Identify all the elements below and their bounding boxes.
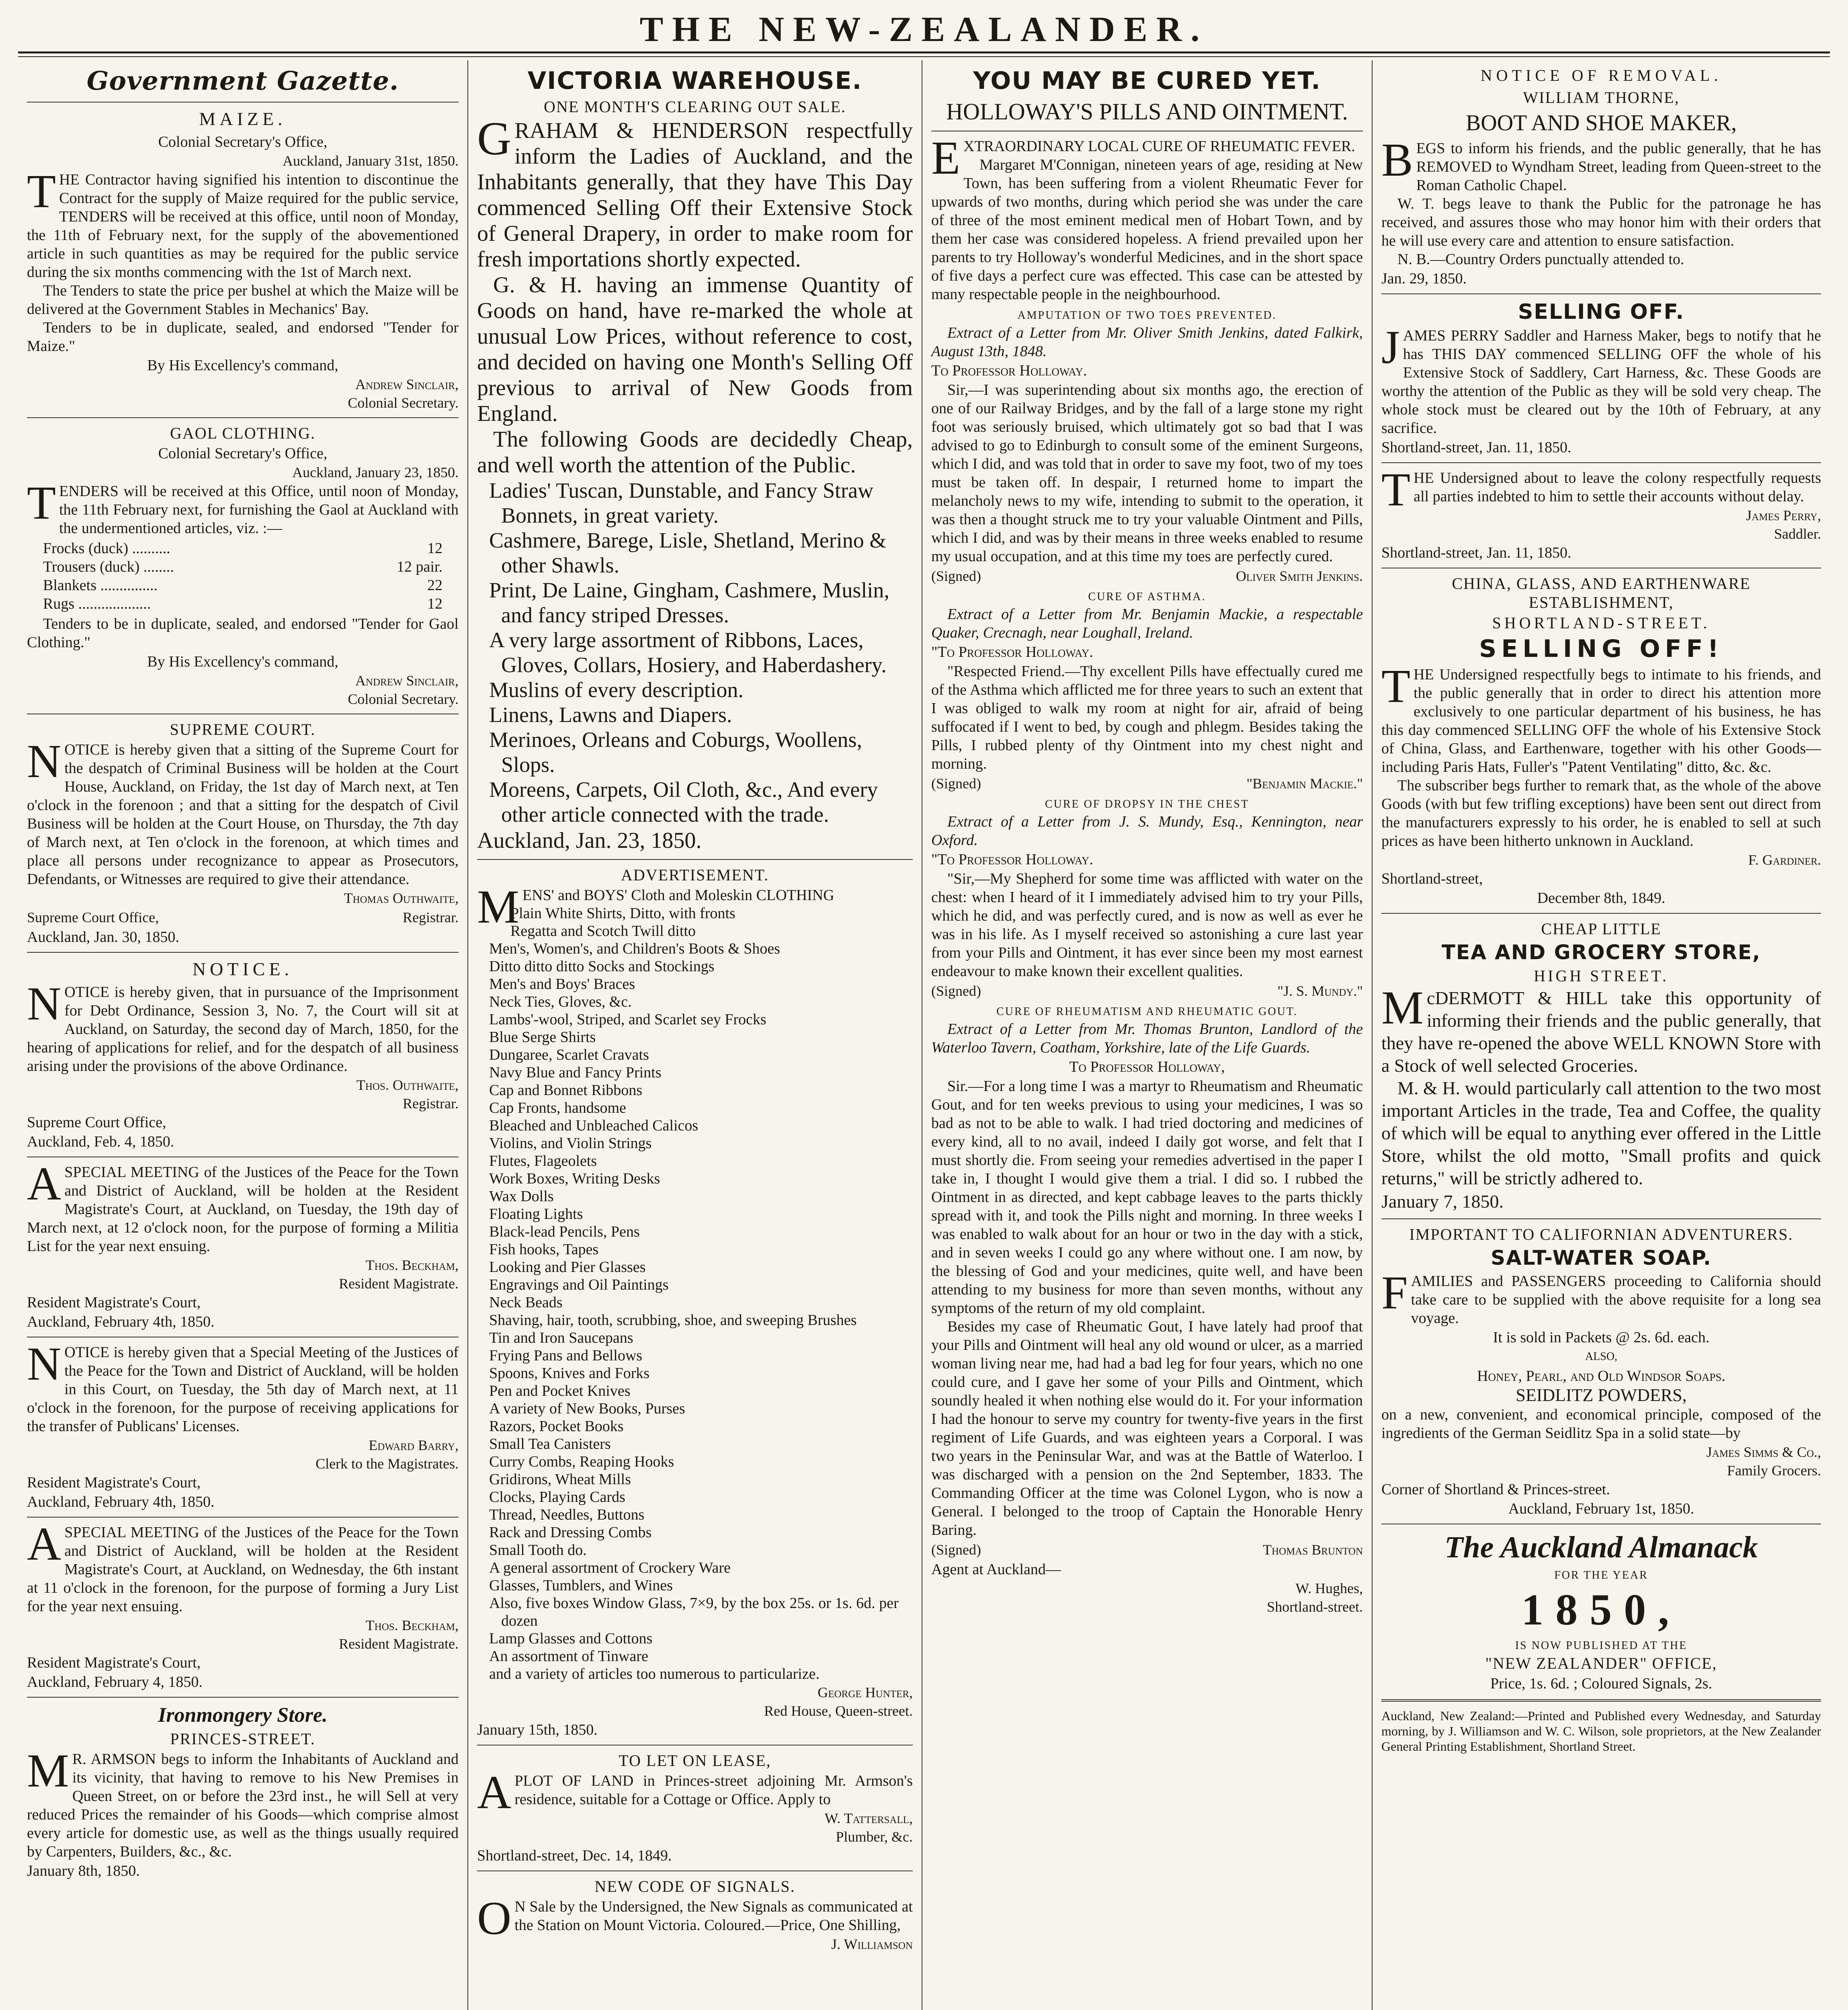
maize-signer: Andrew Sinclair,: [355, 376, 459, 392]
special2-date: Auckland, February 4th, 1850.: [27, 1493, 215, 1510]
advert-item: Tin and Iron Saucepans: [489, 1329, 633, 1346]
gout-to: To Professor Holloway,: [1069, 1058, 1225, 1075]
advert-item: Cap Fronts, handsome: [489, 1099, 626, 1116]
soap-also: ALSO,: [1585, 1350, 1618, 1363]
maize-notice: [27, 108, 459, 412]
item-qty: 12 pair.: [397, 558, 443, 575]
almanac-title: The Auckland Almanack: [1444, 1530, 1758, 1564]
special3-role: Resident Magistrate.: [339, 1636, 459, 1652]
gazette-title: Government Gazette.: [86, 66, 399, 96]
advert-item: Fish hooks, Tapes: [489, 1241, 599, 1258]
selling-signer: James Perry,: [1746, 507, 1821, 523]
victoria-body-3: The following Goods are decidedly Cheap, and well worth the attention of the Public.: [477, 427, 913, 478]
notice-office: Supreme Court Office,: [27, 1114, 166, 1131]
tea-body-2: M. & H. would particularly call attention to the two most important Articles in the trade, Tea and Coffee, the quality of which will be equal to anything ever offered in the Little Store, whilst the old motto, "Small profits and quick returns," will be strictly adhered to.: [1381, 1078, 1821, 1188]
china-heading-2: SELLING OFF!: [1479, 635, 1723, 663]
removal-date: Jan. 29, 1850.: [1381, 270, 1467, 287]
removal-body-2: W. T. begs leave to thank the Public for the patronage he has received, and assures those who may honor him with their orders that he will use every care and attention to ensure satisfaction.: [1381, 195, 1821, 249]
advert-item: Razors, Pocket Books: [489, 1418, 624, 1435]
iron-heading: Ironmongery Store.: [158, 1704, 328, 1727]
special1-date: Auckland, February 4th, 1850.: [27, 1313, 215, 1330]
advert-item: Shaving, hair, tooth, scrubbing, shoe, and sweeping Brushes: [489, 1312, 857, 1329]
columns: [18, 60, 1830, 2010]
selling-date: Shortland-street, Jan. 11, 1850.: [1381, 439, 1571, 456]
gout-body-2: Besides my case of Rheumatic Gout, I have lately had proof that your Pills and Ointment will heal any old wound or ulcer, as a married woman living near me, had had a bad leg for four years, which no one could cure, and I gave her some of your Pills and Ointment, which soundly healed it when nothing else would do it. For your information I had the honour to serve my country for twenty-five years in the first regiment of Life Guards, and was eighteen years a Corporal. I was two years in the Peninsular War, and was at the Battle of Waterloo. I was discharged with a pension on the 2nd September, 1833. The Commanding Officer at the time was Colonel Lygon, who is now a General. I belonged to the troop of Captain the Honorable Henry Baring.: [931, 1318, 1363, 1538]
selling-date-2: Shortland-street, Jan. 11, 1850.: [1381, 544, 1571, 561]
item-name: Frocks (duck) ..........: [43, 540, 170, 557]
asthma-signature: [931, 775, 1363, 792]
divider: [1381, 1699, 1821, 1702]
printer-imprint: Auckland, New Zealand:—Printed and Published every Wednesday, and Saturday morning, by J. Williamson and W. C. Wilson, sole proprietors, at the New Zealander General Printing Establishment, Shortland Street.: [1381, 1708, 1821, 1754]
dropsy-extract: Extract of a Letter from J. S. Mundy, Esq., Kennington, near Oxford.: [931, 813, 1363, 849]
advert-item: Curry Combs, Reaping Hooks: [489, 1453, 674, 1470]
militia-notice: [27, 1157, 459, 1331]
removal-notice: [1381, 66, 1821, 288]
soap-heading-2: SALT-WATER SOAP.: [1491, 1246, 1712, 1270]
advert-item: Also, five boxes Window Glass, 7×9, by the box 25s. or 1s. 6d. per dozen: [489, 1595, 899, 1629]
asthma-signer: "Benjamin Mackie.": [1246, 775, 1363, 792]
dropsy-heading: CURE OF DROPSY IN THE CHEST: [1045, 798, 1250, 810]
lease-body: APLOT OF LAND in Princes-street adjoining Mr. Armson's residence, suitable for a Cottage or Office. Apply to: [477, 1766, 913, 1819]
supreme-body: NOTICE is hereby given that a sitting of the Supreme Court for the despatch of Criminal Business will be holden at the Court House, Auckland, on Friday, the 1st day of March next, at Ten o'clock in the forenoon ; and that a sitting for the despatch of Civil Business will be holden at the Court House, on Thursday, the 7th day of March next, at Ten o'clock in the forenoon, at which times and place all persons under recognizance to appear as Prosecutors, Defendants, or Witnesses are required to give their attendance.: [27, 735, 459, 888]
item-name: Trousers (duck) ........: [43, 558, 174, 575]
lease-role: Plumber, &c.: [836, 1829, 913, 1845]
signals-ad: [477, 1877, 913, 1953]
advert-item: Neck Beads: [489, 1294, 563, 1311]
almanac-pub: IS NOW PUBLISHED AT THE: [1515, 1639, 1688, 1652]
removal-body-3: N. B.—Country Orders punctually attended to.: [1397, 251, 1684, 268]
advert-lead: MENS' and BOYS' Cloth and Moleskin CLOTHING: [477, 880, 834, 933]
victoria-items: [489, 478, 913, 827]
asthma-to: "To Professor Holloway.: [931, 644, 1093, 660]
advert-item: Pen and Pocket Knives: [489, 1382, 631, 1399]
holloway-gout: [931, 1005, 1363, 1616]
amp-signature: [931, 567, 1363, 585]
gaol-item: [43, 539, 443, 558]
gaol-heading: GAOL CLOTHING.: [170, 424, 316, 442]
victoria-item: Print, De Laine, Gingham, Cashmere, Muslin, and fancy striped Dresses.: [489, 578, 889, 627]
dropsy-signed: (Signed): [931, 983, 981, 999]
item-qty: 22: [427, 577, 443, 594]
tea-heading-2: TEA AND GROCERY STORE,: [1441, 941, 1761, 964]
signals-heading: NEW CODE OF SIGNALS.: [594, 1877, 795, 1895]
divider: [1381, 913, 1821, 914]
advert-date: January 15th, 1850.: [477, 1721, 598, 1738]
divider: [27, 952, 459, 953]
masthead: [18, 0, 1830, 60]
holloway-fever: [931, 131, 1363, 304]
advert-item: Navy Blue and Fancy Prints: [489, 1064, 662, 1081]
advert-item: Bleached and Unbleached Calicos: [489, 1117, 699, 1134]
dropsy-to: "To Professor Holloway.: [931, 851, 1093, 868]
victoria-body: GRAHAM & HENDERSON respectfully inform the Ladies of Auckland, and the Inhabitants generally, that they have This Day commenced Selling Off their Extensive Stock of General Drapery, in order to make room for fresh importations shortly expected.: [477, 112, 913, 272]
notice-body: NOTICE is hereby given, that in pursuance of the Imprisonment for Debt Ordinance, Session 3, No. 7, the Court will sit at Auckland, on Saturday, the second day of March, 1850, for the hearing of applications for relief, and for the despatch of all business arising under the provisions of the above Ordinance.: [27, 977, 459, 1075]
advert-item: Small Tooth do.: [489, 1542, 587, 1559]
china-sub: SHORTLAND-STREET.: [1492, 614, 1711, 632]
gaol-item: [43, 558, 443, 576]
tea-heading: CHEAP LITTLE: [1541, 920, 1662, 938]
soap-body-3: Honey, Pearl, and Old Windsor Soaps.: [1477, 1368, 1725, 1384]
advert-item: Men's and Boys' Braces: [489, 976, 635, 993]
china-ad: [1381, 574, 1821, 907]
advert-item: and a variety of articles too numerous to particularize.: [489, 1665, 820, 1682]
item-name: Rugs ...................: [43, 595, 151, 612]
gout-signed: (Signed): [931, 1542, 981, 1558]
china-heading: CHINA, GLASS, AND EARTHENWARE ESTABLISHMENT,: [1452, 574, 1751, 611]
victoria-item: Linens, Lawns and Diapers.: [489, 703, 732, 727]
advert-place: Red House, Queen-street.: [764, 1703, 913, 1719]
gaol-item: [43, 595, 443, 613]
special2-office: Resident Magistrate's Court,: [27, 1474, 201, 1491]
victoria-item: Cashmere, Barege, Lisle, Shetland, Merino & other Shawls.: [489, 528, 887, 577]
jury-notice: [27, 1518, 459, 1691]
almanac-price: Price, 1s. 6d. ; Coloured Signals, 2s.: [1490, 1675, 1713, 1692]
victoria-heading: VICTORIA WAREHOUSE.: [527, 67, 863, 95]
soap-place: Corner of Shortland & Princes-street.: [1381, 1481, 1610, 1498]
column-2: [468, 60, 922, 2010]
iron-body: MR. ARMSON begs to inform the Inhabitants of Auckland and its vicinity, that having to remove to his New Premises in Queen Street, on or before the 23rd inst., he will Sell at very reduced Prices the remainder of his Goods—which comprise almost every article for domestic use, as well as the things usually required by Carpenters, Builders, &c., &c.: [27, 1744, 459, 1860]
holloway-lead: EXTRAORDINARY LOCAL CURE OF RHEUMATIC FEVER.: [931, 131, 1355, 184]
amp-to: To Professor Holloway.: [931, 362, 1087, 379]
special1-role: Resident Magistrate.: [339, 1276, 459, 1292]
signals-signer: J. Williamson: [831, 1936, 913, 1952]
amp-heading: AMPUTATION OF TWO TOES PREVENTED.: [1017, 309, 1277, 322]
victoria-date: Auckland, Jan. 23, 1850.: [477, 828, 702, 853]
divider: [1381, 293, 1821, 294]
special2-role: Clerk to the Magistrates.: [316, 1456, 459, 1472]
signals-body: ON Sale by the Undersigned, the New Signals as communicated at the Station on Mount Victoria. Coloured.—Price, One Shilling,: [477, 1892, 913, 1944]
holloway-amputation: [931, 309, 1363, 585]
holloway-heading: YOU MAY BE CURED YET.: [973, 67, 1321, 95]
divider: [1381, 1218, 1821, 1219]
victoria-warehouse-ad: [477, 67, 913, 853]
gout-body: Sir.—For a long time I was a martyr to Rheumatism and Rheumatic Gout, and for ten weeks previous to using your medicines, I was so bad as not to be able to walk. I had tried doctoring and medicines of every kind, all to no avail, indeed I daily got worse, and felt that I must shortly die. From seeing your remedies advertised in the paper I take in, I thought I would give them a trial. I did so. I rubbed the Ointment in as directed, and kept cabbage leaves to the parts thickly spread with it, and took the Pills night and morning. In three weeks I was enabled to walk about for an hour or two in the day with a stick, and in seven weeks I could go any where without one. I am now, by the blessing of God and your medicines, quite well, and have been attending to my business for more than seven months, without any symptoms of the return of my old complaint.: [931, 1078, 1363, 1317]
soap-body: FAMILIES and PASSENGERS proceeding to California should take care to be supplied with the above requisite for a long sea voyage.: [1381, 1266, 1821, 1327]
china-signer: F. Gardiner.: [1748, 852, 1821, 868]
gaol-command: By His Excellency's command,: [147, 653, 338, 670]
maize-heading: MAIZE.: [199, 109, 287, 129]
special2-body: NOTICE is hereby given that a Special Meeting of the Justices of the Peace for the Town and District of Auckland, will be holden in this Court, on Tuesday, the 5th day of March next, at 11 o'clock in the forenoon, for the purpose of receiving applications for the transfer of Publicans' Licenses.: [27, 1337, 459, 1435]
advert-item: Wax Dolls: [489, 1188, 554, 1205]
supreme-office: Supreme Court Office,: [27, 909, 159, 925]
asthma-body: "Respected Friend.—Thy excellent Pills have effectually cured me of the Asthma which afflicted me for three years to such an extent that I was obliged to walk my room at night for air, afraid of being suffocated if I went to bed, by cough and phlegm. Besides taking the Pills, I rubbed plenty of thy Ointment into my chest night and morning.: [931, 663, 1363, 772]
advert-item: Floating Lights: [489, 1206, 583, 1222]
advert-item: Clocks, Playing Cards: [489, 1489, 625, 1505]
gaol-role: Colonial Secretary.: [348, 691, 459, 707]
supreme-signer: Thomas Outhwaite,: [344, 890, 459, 906]
china-place: Shortland-street,: [1381, 870, 1483, 887]
advert-item: Thread, Needles, Buttons: [489, 1506, 645, 1523]
asthma-extract: Extract of a Letter from Mr. Benjamin Mackie, a respectable Quaker, Crecnagh, near Loughall, Ireland.: [931, 606, 1363, 641]
special3-office: Resident Magistrate's Court,: [27, 1654, 201, 1671]
masthead-rule: [18, 51, 1830, 57]
tea-store-ad: [1381, 919, 1821, 1213]
advert-item: Cap and Bonnet Ribbons: [489, 1082, 643, 1099]
victoria-sub: ONE MONTH'S CLEARING OUT SALE.: [543, 98, 846, 116]
asthma-heading: CURE OF ASTHMA.: [1088, 591, 1206, 603]
gout-extract: Extract of a Letter from Mr. Thomas Brunton, Landlord of the Waterloo Tavern, Coatham, Yorkshire, late of the Life Guards.: [931, 1021, 1363, 1056]
gaol-signer: Andrew Sinclair,: [355, 673, 459, 689]
divider: [27, 417, 459, 418]
advert-item: Small Tea Canisters: [489, 1436, 611, 1452]
selling-heading: SELLING OFF.: [1518, 300, 1685, 324]
advert-item: Regatta and Scotch Twill ditto: [510, 923, 696, 939]
masthead-title: THE NEW-ZEALANDER.: [639, 10, 1209, 49]
advert-item: Flutes, Flageolets: [489, 1153, 597, 1169]
gout-agent: Agent at Auckland—: [931, 1561, 1061, 1578]
iron-sub: PRINCES-STREET.: [170, 1730, 316, 1748]
soap-signer: James Simms & Co.,: [1706, 1444, 1821, 1460]
gout-heading: CURE OF RHEUMATISM AND RHEUMATIC GOUT.: [996, 1005, 1298, 1018]
maize-date: Auckland, January 31st, 1850.: [283, 153, 459, 169]
gaol-place: Colonial Secretary's Office,: [158, 445, 328, 462]
special1-office: Resident Magistrate's Court,: [27, 1294, 201, 1311]
holloway-dropsy: [931, 798, 1363, 1000]
gaol-body: TENDERS will be received at this Office, until noon of Monday, the 11th February next, for furnishing the Gaol at Auckland with the undermentioned articles, viz. :—: [27, 476, 459, 537]
lease-heading: TO LET ON LEASE,: [619, 1752, 771, 1770]
lease-date: Shortland-street, Dec. 14, 1849.: [477, 1847, 672, 1864]
soap-role: Family Grocers.: [1727, 1462, 1821, 1479]
lease-ad: [477, 1751, 913, 1865]
gout-agent-place: Shortland-street.: [1267, 1599, 1363, 1615]
supreme-court-notice: [27, 720, 459, 946]
advert-item: Frying Pans and Bellows: [489, 1347, 643, 1364]
special3-body: ASPECIAL MEETING of the Justices of the Peace for the Town and District of Auckland, will be holden at the Resident Magistrate's Court, at Auckland, on Wednesday, the 6th instant at 11 o'clock in the forenoon, for the purpose of forming a Jury List for the year next ensuing.: [27, 1518, 459, 1615]
iron-date: January 8th, 1850.: [27, 1862, 140, 1879]
maize-body-2: The Tenders to state the price per bushel at which the Maize will be delivered at the Government Stables in Mechanics' Bay.: [27, 282, 459, 318]
advert-item: Spoons, Knives and Forks: [489, 1365, 650, 1382]
notice-heading: NOTICE.: [192, 959, 293, 979]
selling-body-2: THE Undersigned about to leave the colony respectfully requests all parties indebted to him to settle their accounts without delay.: [1381, 463, 1821, 516]
amp-signer: Oliver Smith Jenkins.: [1235, 568, 1363, 584]
column-4: [1373, 60, 1830, 2010]
dropsy-signature: [931, 982, 1363, 1000]
divider: [27, 1697, 459, 1698]
column-1: [18, 60, 468, 2010]
ironmongery-ad: [27, 1703, 459, 1880]
removal-name: WILLIAM THORNE,: [1523, 88, 1680, 107]
maize-role: Colonial Secretary.: [348, 395, 459, 411]
advert-item: Lambs'-wool, Striped, and Scarlet sey Frocks: [489, 1011, 766, 1028]
amp-signed: (Signed): [931, 568, 981, 584]
supreme-heading: SUPREME COURT.: [170, 720, 316, 738]
soap-ad: [1381, 1225, 1821, 1518]
column-3: [922, 60, 1373, 2010]
maize-body: THE Contractor having signified his intention to discontinue the Contract for the supply of Maize required for the public service, TENDERS will be received at this office, until noon of Monday, the 11th of February next, for the supply of the abovementioned article in such quantities as may be required for the public service during the six months commencing with the 1st of March next.: [27, 165, 459, 281]
advert-item: A variety of New Books, Purses: [489, 1400, 685, 1417]
amp-body: Sir,—I was superintending about six months ago, the erection of one of our Railway Bridges, and by the fall of a large stone my right foot was seriously bruised, which ultimately got so bad that I was advised to go to Edinburgh to consult some of the eminent Surgeons, which I did, and was told that in order to save my foot, two of my toes must be taken off. In despair, I returned home to impart the melancholy news to my wife, intending to submit to the operation, it was then a thought struck me to try your valuable Ointment and Pills, which I did, and was by their means in three weeks enabled to resume my usual occupation, and at this time my toes are perfectly cured.: [931, 381, 1363, 565]
advert-items: [489, 904, 913, 1683]
supreme-role: Registrar.: [403, 909, 459, 925]
gaol-body-2: Tenders to be in duplicate, sealed, and endorsed "Tender for Gaol Clothing.": [27, 615, 459, 651]
advert-heading: ADVERTISEMENT.: [621, 866, 769, 884]
advert-signer: George Hunter,: [817, 1684, 913, 1700]
gout-signature: [931, 1541, 1363, 1559]
notice-signer: Thos. Outhwaite,: [356, 1077, 459, 1093]
holloway-asthma: [931, 591, 1363, 792]
notice-date: Auckland, Feb. 4, 1850.: [27, 1133, 174, 1150]
supreme-office-row: [27, 909, 459, 926]
gaol-notice: [27, 424, 459, 708]
amp-extract: Extract of a Letter from Mr. Oliver Smith Jenkins, dated Falkirk, August 13th, 1848.: [931, 324, 1363, 360]
maize-body-3: Tenders to be in duplicate, sealed, and endorsed "Tender for Maize.": [27, 319, 459, 355]
holloway-body: Margaret M'Connigan, nineteen years of age, residing at New Town, has been suffering from a violent Rheumatic Fever for upwards of two months, during which period she was under the care of three of the most eminent medical men of Hobart Town, and by them her case was considered hopeless. A friend prevailed upon her parents to try Holloway's wonderful Medicines, and in the short space of five days a perfect cure was effected. This case can be attested by many respectable people in the neighbourhood.: [931, 156, 1363, 303]
advert-item: Plain White Shirts, Ditto, with fronts: [510, 905, 736, 922]
divider: [27, 102, 459, 103]
maize-place: Colonial Secretary's Office,: [158, 133, 328, 150]
item-qty: 12: [427, 595, 443, 612]
advert-item: A general assortment of Crockery Ware: [489, 1559, 731, 1576]
advert-item: Blue Serge Shirts: [489, 1029, 596, 1046]
soap-body-2: It is sold in Packets @ 2s. 6d. each.: [1493, 1329, 1710, 1346]
notice-role: Registrar.: [403, 1095, 459, 1112]
almanac-office: "NEW ZEALANDER" OFFICE,: [1485, 1654, 1717, 1672]
advert-item: Men's, Women's, and Children's Boots & Shoes: [489, 940, 781, 957]
advert-item: Glasses, Tumblers, and Wines: [489, 1577, 673, 1594]
gaol-items: [43, 539, 443, 613]
special1-signer: Thos. Beckham,: [365, 1257, 459, 1273]
special3-signer: Thos. Beckham,: [365, 1617, 459, 1633]
advert-item: Violins, and Violin Strings: [489, 1135, 652, 1152]
advert-item: Ditto ditto ditto Socks and Stockings: [489, 958, 715, 975]
china-body: THE Undersigned respectfully begs to intimate to his friends, and the public generally that in order to direct his attention more exclusively to one particular department of his business, he has this day commenced SELLING OFF the whole of his Extensive Stock of China, Glass, and Earthenware, together with his other Goods—including Paris Hats, Fuller's "Patent Ventilating" ditto, &c. &c.: [1381, 660, 1821, 775]
advert-item: Lamp Glasses and Cottons: [489, 1630, 653, 1647]
divider: [27, 1517, 459, 1518]
soap-date: Auckland, February 1st, 1850.: [1508, 1500, 1694, 1517]
divider: [1381, 462, 1821, 463]
asthma-signed: (Signed): [931, 775, 981, 792]
victoria-item: Muslins of every description.: [489, 678, 744, 702]
soap-body-4: on a new, convenient, and economical principle, composed of the ingredients of the German Seidlitz Spa in a solid state—by: [1381, 1406, 1821, 1442]
maize-command: By His Excellency's command,: [147, 357, 338, 374]
divider: [477, 859, 913, 860]
soap-seidlitz: SEIDLITZ POWDERS,: [1516, 1385, 1687, 1405]
gout-agent-name: W. Hughes,: [1295, 1580, 1363, 1596]
holloway-heading-2: HOLLOWAY'S PILLS AND OINTMENT.: [946, 98, 1348, 125]
selling-role: Saddler.: [1774, 526, 1821, 542]
special2-signer: Edward Barry,: [369, 1437, 459, 1453]
victoria-item: Merinoes, Orleans and Coburgs, Woollens, Slops.: [489, 728, 863, 777]
victoria-item: Moreens, Carpets, Oil Cloth, &c., And every other article connected with the trade.: [489, 777, 878, 827]
advert-item: Rack and Dressing Combs: [489, 1524, 652, 1541]
gout-signer: Thomas Brunton: [1262, 1542, 1363, 1558]
advert-item: Looking and Pier Glasses: [489, 1259, 646, 1276]
china-date: December 8th, 1849.: [1537, 890, 1666, 907]
lease-signer: W. Tattersall,: [824, 1810, 913, 1826]
removal-heading: NOTICE OF REMOVAL.: [1480, 66, 1722, 84]
advert-item: Work Boxes, Writing Desks: [489, 1170, 660, 1187]
advert-item: An assortment of Tinware: [489, 1648, 648, 1665]
almanac-ad: [1381, 1530, 1821, 1693]
tea-date: January 7, 1850.: [1381, 1191, 1504, 1212]
advert-item: Black-lead Pencils, Pens: [489, 1223, 640, 1240]
dropsy-signer: "J. S. Mundy.": [1277, 983, 1363, 999]
gaol-date: Auckland, January 23, 1850.: [292, 464, 459, 480]
advert-item: Neck Ties, Gloves, &c.: [489, 993, 632, 1010]
victoria-body-2: G. & H. having an immense Quantity of Goods on hand, have re-marked the whole at unusual Low Prices, without reference to cost, and decided on having one Month's Selling Off previous to arrival of New Goods from England.: [477, 273, 913, 426]
tea-sub: HIGH STREET.: [1534, 967, 1669, 985]
almanac-year: 1850,: [1521, 1585, 1681, 1634]
special1-body: ASPECIAL MEETING of the Justices of the Peace for the Town and District of Auckland, will be holden at the Resident Magistrate's Court, at Auckland, on Tuesday, the 19th day of March next, at 12 o'clock noon, for the purpose of forming a Militia List for the year next ensuing.: [27, 1157, 459, 1255]
item-qty: 12: [427, 540, 443, 557]
debt-notice: [27, 958, 459, 1151]
advert-item: Engravings and Oil Paintings: [489, 1276, 669, 1293]
gaol-item: [43, 576, 443, 595]
advert-item: Gridirons, Wheat Mills: [489, 1471, 631, 1488]
soap-heading: IMPORTANT TO CALIFORNIAN ADVENTURERS.: [1409, 1225, 1793, 1243]
almanac-for: FOR THE YEAR: [1554, 1569, 1648, 1581]
advert-item: Dungaree, Scarlet Cravats: [489, 1046, 649, 1063]
dropsy-body: "Sir,—My Shepherd for some time was afflicted with water on the chest: when I heard of it I immediately advised him to try your Pills, which he did, and was perfectly cured, and is now as well as ever he was in his life. As I myself received so astonishing a cure last year from your Pills and Ointment, it has ever since been my most earnest endeavour to make known their excellent qualities.: [931, 870, 1363, 980]
victoria-item: A very large assortment of Ribbons, Laces, Gloves, Collars, Hosiery, and Haberdashery.: [489, 628, 887, 677]
clothing-advert: [477, 866, 913, 1739]
victoria-item: Ladies' Tuscan, Dunstable, and Fancy Straw Bonnets, in great variety.: [489, 478, 874, 527]
china-body-2: The subscriber begs further to remark that, as the whole of the above Goods (with but few trifling exceptions) have been sent out direct from the manufacturers expressly to his order, he is enabled to sell at such prices as have been hitherto unknown in Auckland.: [1381, 777, 1821, 849]
selling-off-ad: [1381, 300, 1821, 562]
selling-body: JAMES PERRY Saddler and Harness Maker, begs to notify that he has THIS DAY commenced SELLING OFF the whole of his Extensive Stock of Saddlery, Cart Harness, &c. These Goods are worthy the attention of the Public as they will be sold very cheap. The whole stock must be cleared out by the 10th of February, at any sacrifice.: [1381, 321, 1821, 437]
item-name: Blankets ...............: [43, 577, 158, 594]
licenses-notice: [27, 1337, 459, 1511]
supreme-date: Auckland, Jan. 30, 1850.: [27, 929, 179, 946]
removal-body: BEGS to inform his friends, and the public generally, that he has REMOVED to Wyndham Street, leading from Queen-street to the Roman Catholic Chapel.: [1381, 133, 1821, 194]
special3-date: Auckland, February 4, 1850.: [27, 1674, 203, 1690]
removal-trade: BOOT AND SHOE MAKER,: [1465, 111, 1737, 135]
tea-body: McDERMOTT & HILL take this opportunity of informing their friends and the public generally, that they have re-opened the above WELL KNOWN Store with a Stock of well selected Groceries.: [1381, 981, 1821, 1076]
